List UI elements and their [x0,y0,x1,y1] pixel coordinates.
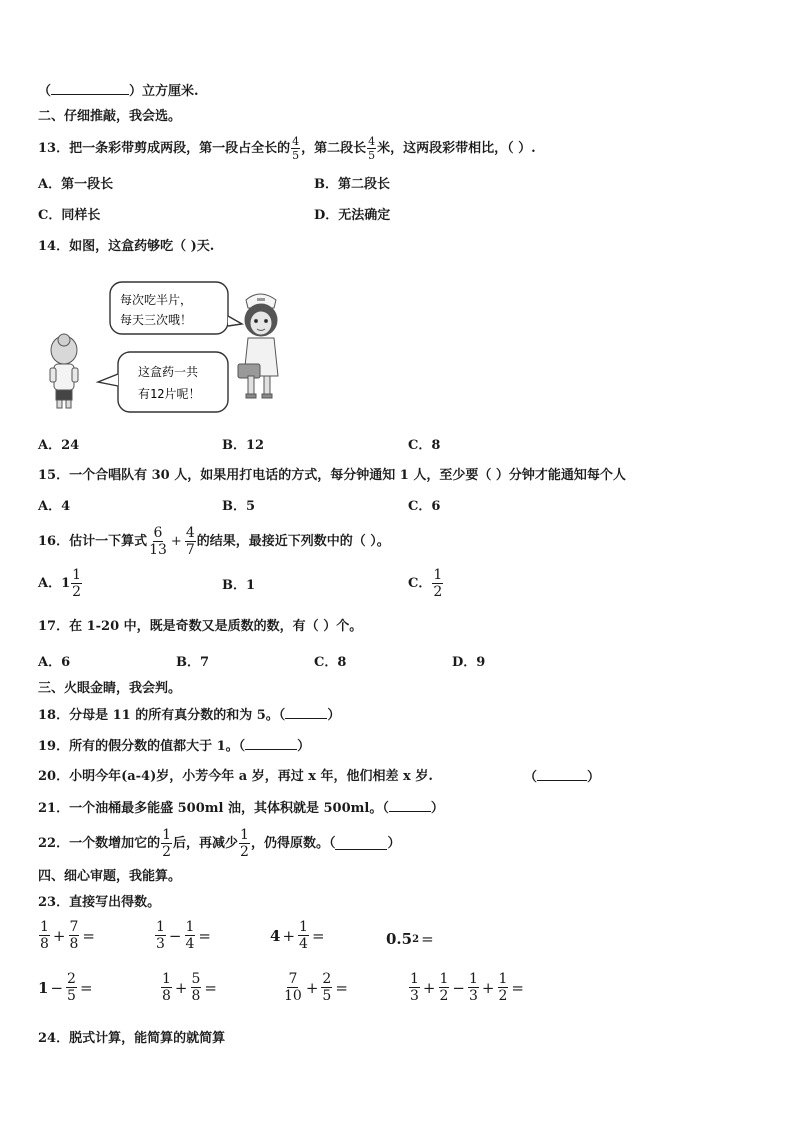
question-18: 18．分母是 11 的所有真分数的和为 5。（ ） [38,708,341,723]
nurse-figure [238,294,278,398]
question-20: 20．小明今年(a-4)岁，小芳今年 a 岁，再过 x 年，他们相差 x 岁. [38,769,433,784]
option-b[interactable]: B．12 [222,438,265,453]
fraction: $\frac{1}{2}$ [433,567,443,600]
option-a[interactable]: A．1 $\frac{1}{2}$ [38,567,82,600]
option-c[interactable]: C．同样长 [38,208,101,223]
girl-figure [50,334,78,408]
fraction: $\frac{1}{2}$ [72,567,82,600]
question-20-answer: （ ） [524,770,601,785]
option-d[interactable]: D．无法确定 [314,208,391,223]
answer-blank[interactable] [389,799,431,812]
fraction: $\frac{4}{5}$ [368,135,376,162]
option-b[interactable]: B．5 [222,499,256,514]
fraction: $\frac{4}{7}$ [185,525,195,558]
option-c[interactable]: C． $\frac{1}{2}$ [408,567,443,600]
fraction: $\frac{1}{3}$ [410,971,419,1004]
question-16: 16．估计一下算式 $\frac{6}{13}$ + $\frac{4}{7}$ 的结果，最接近下列数中的（ ）。 [38,525,390,558]
question-19: 19．所有的假分数的值都大于 1。（ ） [38,739,311,754]
calc-expression-6: $\frac{1}{8}$ + $\frac{5}{8}$ = [162,971,217,1004]
bubble-line: 有12片呢！ [138,387,201,401]
fraction: $\frac{2}{5}$ [322,971,332,1004]
fraction: $\frac{5}{8}$ [191,971,201,1004]
option-c[interactable]: C．8 [314,655,347,670]
girl-speech-bubble [98,352,228,412]
option-b[interactable]: B．第二段长 [314,177,390,192]
question-23-title: 23．直接写出得数。 [38,895,161,910]
option-a[interactable]: A．4 [38,499,71,514]
option-a[interactable]: A．第一段长 [38,177,114,192]
option-b[interactable]: B．1 [222,578,256,593]
option-c[interactable]: C．8 [408,438,441,453]
nurse-speech-bubble [110,282,242,334]
answer-blank[interactable] [51,82,129,95]
fraction: $\frac{4}{5}$ [292,135,300,162]
fraction: $\frac{7}{8}$ [69,919,79,952]
section-4-heading: 四、细心审题，我能算。 [38,869,182,884]
question-21: 21．一个油桶最多能盛 500ml 油，其体积就是 500ml。（ ） [38,801,444,816]
answer-blank[interactable] [285,706,327,719]
answer-blank[interactable] [537,768,587,781]
question-14: 14．如图，这盒药够吃（ )天. [38,239,215,254]
section-3-heading: 三、火眼金睛，我会判。 [38,681,182,696]
fraction: $\frac{1}{2}$ [240,827,249,860]
q12-tail: （ ）立方厘米. [38,84,199,99]
fraction: $\frac{1}{3}$ [156,919,165,952]
option-a[interactable]: A．6 [38,655,71,670]
fraction: $\frac{6}{13}$ [149,525,167,558]
section-2-heading: 二、仔细推敲，我会选。 [38,109,182,124]
bubble-line: 这盒药一共 [138,365,199,379]
calc-expression-1: $\frac{1}{8}$ + $\frac{7}{8}$ = [40,919,95,952]
fraction: $\frac{1}{3}$ [469,971,478,1004]
calc-expression-2: $\frac{1}{3}$ − $\frac{1}{4}$ = [156,919,211,952]
calc-expression-3: 4 + $\frac{1}{4}$ = [270,919,325,952]
question-24: 24．脱式计算，能简算的就简算 [38,1031,226,1046]
bubble-line: 每次吃半片， [120,293,193,307]
fraction: $\frac{1}{4}$ [185,919,195,952]
calc-expression-8: $\frac{1}{3}$ + $\frac{1}{2}$ − $\frac{1}{3}$ + $\frac{1}{2}$ = [410,971,524,1004]
calc-expression-4: 0.5 2 = [386,930,434,948]
fraction: $\frac{1}{8}$ [40,919,49,952]
fraction: $\frac{1}{2}$ [439,971,449,1004]
fraction: $\frac{1}{2}$ [498,971,508,1004]
option-a[interactable]: A．24 [38,438,80,453]
answer-blank[interactable] [335,837,387,850]
fraction: $\frac{1}{2}$ [162,827,172,860]
answer-blank[interactable] [245,737,297,750]
fraction: $\frac{7}{10}$ [284,971,302,1004]
question-13: 13．把一条彩带剪成两段，第一段占全长的 $\frac{4}{5}$ ，第二段长 $\frac{4}{5}$ 米，这两段彩带相比，（ ）. [38,135,536,162]
bubble-line: 每天三次哦！ [120,313,193,327]
medicine-illustration [38,278,298,418]
question-22: 22．一个数增加它的 $\frac{1}{2}$ 后，再减少 $\frac{1}{2}$ ，仍得原数。（ ） [38,827,401,860]
option-b[interactable]: B．7 [176,655,210,670]
calc-expression-5: 1 − $\frac{2}{5}$ = [38,971,93,1004]
option-d[interactable]: D．9 [452,655,486,670]
option-c[interactable]: C．6 [408,499,441,514]
fraction: $\frac{1}{4}$ [299,919,308,952]
fraction: $\frac{2}{5}$ [67,971,76,1004]
question-15: 15．一个合唱队有 30 人，如果用打电话的方式，每分钟通知 1 人，至少要（ ）分钟才能通知每个人 [38,468,626,483]
question-17: 17．在 1-20 中，既是奇数又是质数的数，有（ ）个。 [38,619,363,634]
calc-expression-7: $\frac{7}{10}$ + $\frac{2}{5}$ = [284,971,348,1004]
fraction: $\frac{1}{8}$ [162,971,171,1004]
